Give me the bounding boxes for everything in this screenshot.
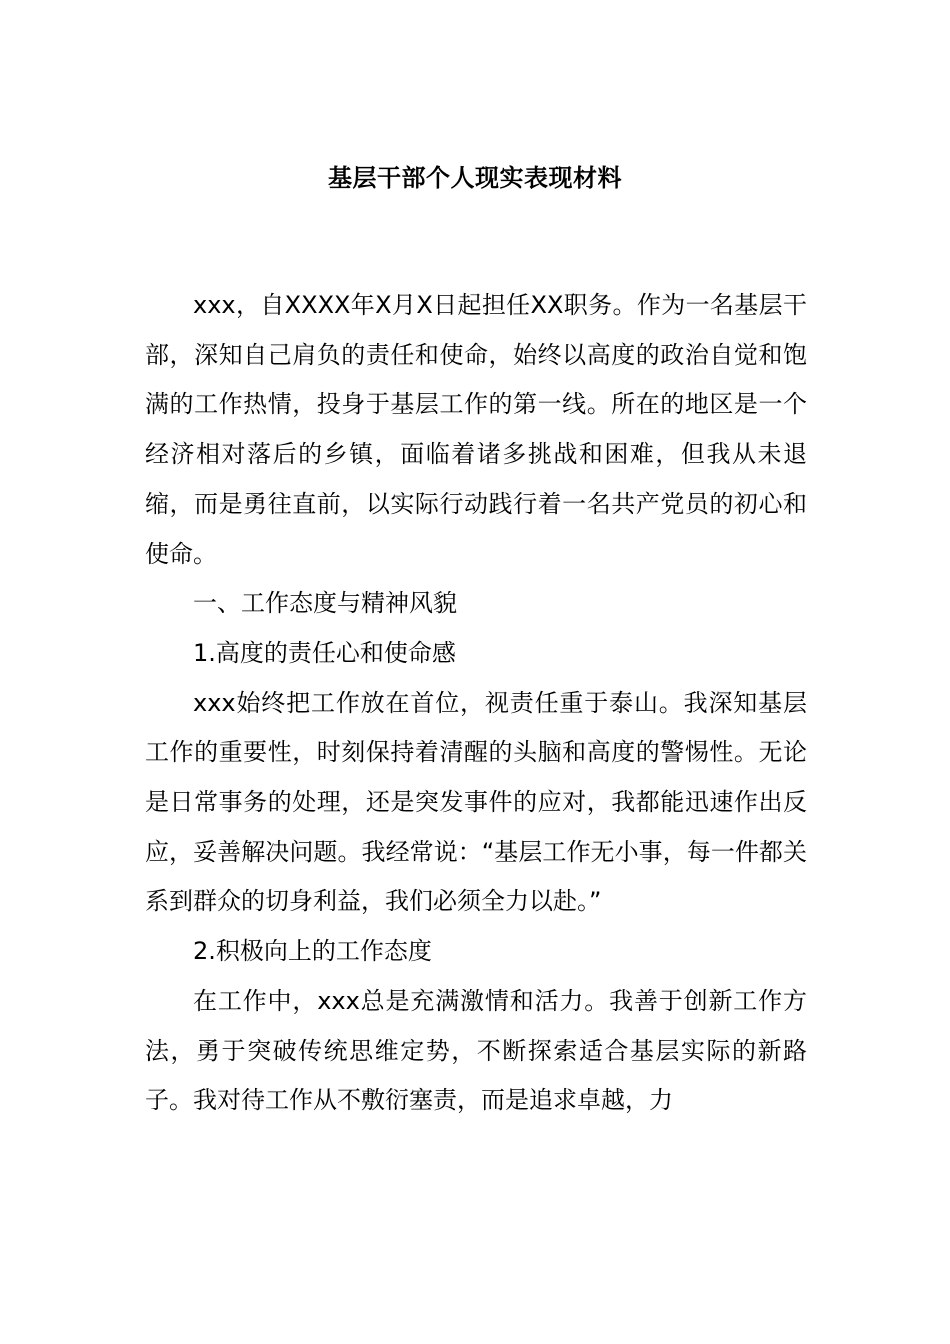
document-body — [145, 281, 807, 1126]
document-title: 基层干部个人现实表现材料 — [328, 164, 622, 192]
section-heading: 一、工作态度与精神风貌 — [193, 589, 457, 618]
body-paragraph: xxx始终把工作放在首位，视责任重于泰山。我深知基层工作的重要性，时刻保持着清醒的头脑和高度的警惕性。无论是日常事务的处理，还是突发事件的应对，我都能迅速作出反应，妥善解决问题。我经常说：“基层工作无小事，每一件都关系到群众的切身利益，我们必须全力以赴。” — [145, 688, 807, 916]
subsection-heading: 1.高度的责任心和使命感 — [193, 638, 456, 667]
body-paragraph: 在工作中，xxx总是充满激情和活力。我善于创新工作方法，勇于突破传统思维定势，不断探索适合基层实际的新路子。我对待工作从不敷衍塞责，而是追求卓越，力 — [145, 986, 807, 1115]
subsection-heading: 2.积极向上的工作态度 — [193, 937, 432, 966]
intro-paragraph: xxx，自XXXX年X月X日起担任XX职务。作为一名基层干部，深知自己肩负的责任和使命，始终以高度的政治自觉和饱满的工作热情，投身于基层工作的第一线。所在的地区是一个经济相对落后的乡镇，面临着诸多挑战和困难，但我从未退缩，而是勇往直前，以实际行动践行着一名共产党员的初心和使命。 — [145, 291, 807, 568]
